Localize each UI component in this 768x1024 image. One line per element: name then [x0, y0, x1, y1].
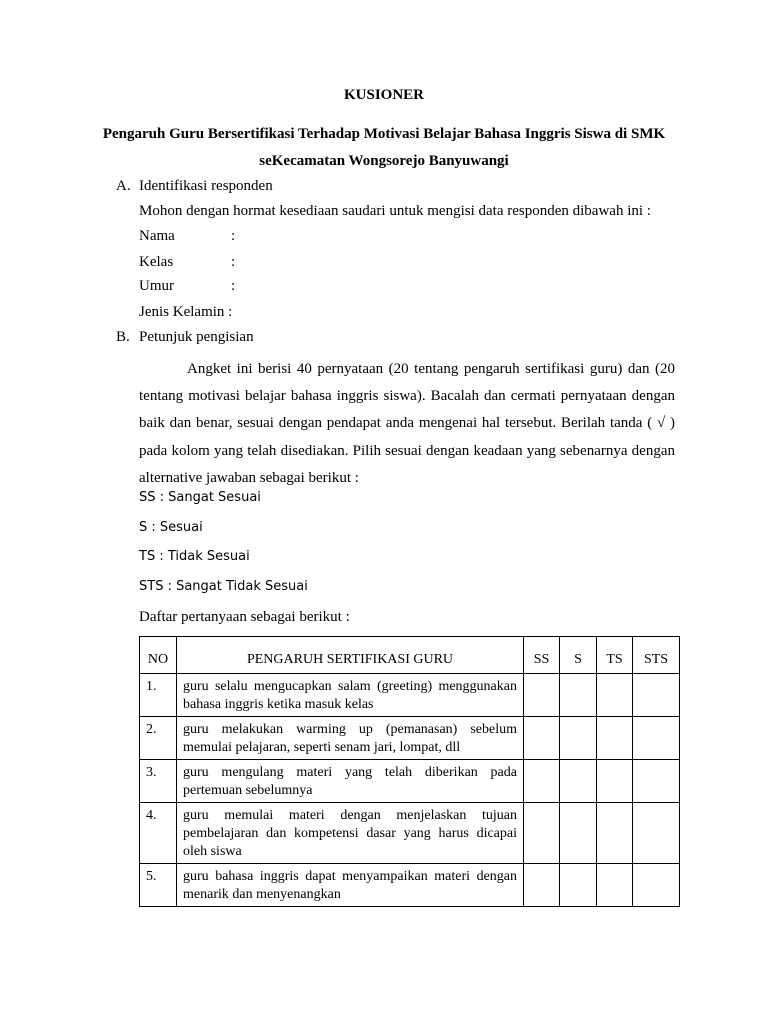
field-label-nama: Nama: [139, 228, 175, 244]
field-label-umur: Umur: [139, 278, 174, 294]
field-colon-umur: :: [231, 278, 236, 294]
answer-cell-ts[interactable]: [597, 717, 633, 760]
table-row: [140, 674, 680, 717]
answer-cell-ts[interactable]: [597, 803, 633, 864]
answer-cell-sts[interactable]: [633, 674, 680, 717]
header-s: S: [560, 637, 597, 674]
option-ts: TS : Tidak Sesuai: [139, 549, 250, 564]
answer-cell-s[interactable]: [560, 717, 597, 760]
header-sts: STS: [633, 637, 680, 674]
question-list-intro: Daftar pertanyaan sebagai berikut :: [139, 609, 350, 625]
answer-cell-s[interactable]: [560, 864, 597, 907]
section-a-intro: Mohon dengan hormat kesediaan saudari untuk mengisi data responden dibawah ini :: [139, 203, 651, 219]
section-a-letter: A.: [116, 178, 131, 194]
row-number: 5.: [140, 864, 177, 907]
field-colon-nama: :: [231, 228, 236, 244]
field-label-jenis-kelamin: Jenis Kelamin :: [139, 304, 233, 320]
table-row: [140, 864, 680, 907]
answer-cell-ss[interactable]: [524, 717, 560, 760]
document-title: KUSIONER: [343, 87, 425, 103]
table-row: [140, 803, 680, 864]
row-statement: guru melakukan warming up (pemanasan) sebelum memulai pelajaran, seperti senam jari, lompat, dll: [177, 717, 524, 760]
row-number: 4.: [140, 803, 177, 864]
row-number: 1.: [140, 674, 177, 717]
answer-cell-sts[interactable]: [633, 760, 680, 803]
row-statement: guru bahasa inggris dapat menyampaikan materi dengan menarik dan menyenangkan: [177, 864, 524, 907]
field-label-kelas: Kelas: [139, 254, 174, 270]
header-no: NO: [140, 637, 177, 674]
header-ts: TS: [597, 637, 633, 674]
answer-cell-ts[interactable]: [597, 674, 633, 717]
field-colon-kelas: :: [231, 254, 236, 270]
table-row: [140, 760, 680, 803]
option-s: S : Sesuai: [139, 520, 203, 535]
section-a-title: Identifikasi responden: [139, 178, 273, 194]
header-ss: SS: [524, 637, 560, 674]
row-statement: guru mengulang materi yang telah diberikan pada pertemuan sebelumnya: [177, 760, 524, 803]
answer-cell-sts[interactable]: [633, 864, 680, 907]
row-number: 2.: [140, 717, 177, 760]
answer-cell-ss[interactable]: [524, 864, 560, 907]
answer-cell-sts[interactable]: [633, 803, 680, 864]
answer-cell-sts[interactable]: [633, 717, 680, 760]
row-statement: guru selalu mengucapkan salam (greeting) menggunakan bahasa inggris ketika masuk kelas: [177, 674, 524, 717]
header-statement: PENGARUH SERTIFIKASI GURU: [177, 637, 524, 674]
answer-cell-s[interactable]: [560, 760, 597, 803]
table-header-row: [140, 637, 680, 674]
document-subtitle: Pengaruh Guru Bersertifikasi Terhadap Motivasi Belajar Bahasa Inggris Siswa di SMK seKecamatan Wongsorejo Banyuwangi: [102, 126, 666, 169]
table-row: [140, 717, 680, 760]
instructions-text: Angket ini berisi 40 pernyataan (20 tentang pengaruh sertifikasi guru) dan (20 tentang motivasi belajar bahasa inggris siswa). Bacalah dan cermati pernyataan dengan baik dan benar, sesuai dengan pendapat anda mengenai hal tersebut. Berilah tanda ( √ ) pada kolom yang telah disediakan. Pilih sesuai dengan keadaan yang sebenarnya dengan alternative jawaban sebagai berikut :: [139, 361, 675, 486]
section-b-letter: B.: [116, 329, 130, 345]
row-statement: guru memulai materi dengan menjelaskan tujuan pembelajaran dan kompetensi dasar yang harus dicapai oleh siswa: [177, 803, 524, 864]
answer-cell-ss[interactable]: [524, 760, 560, 803]
answer-cell-ss[interactable]: [524, 674, 560, 717]
questionnaire-table: [139, 636, 680, 907]
answer-cell-ts[interactable]: [597, 864, 633, 907]
answer-cell-s[interactable]: [560, 803, 597, 864]
answer-cell-ss[interactable]: [524, 803, 560, 864]
answer-cell-ts[interactable]: [597, 760, 633, 803]
row-number: 3.: [140, 760, 177, 803]
instructions-paragraph: [139, 356, 675, 492]
answer-cell-s[interactable]: [560, 674, 597, 717]
option-ss: SS : Sangat Sesuai: [139, 490, 261, 505]
option-sts: STS : Sangat Tidak Sesuai: [139, 579, 308, 594]
section-b-title: Petunjuk pengisian: [139, 329, 254, 345]
